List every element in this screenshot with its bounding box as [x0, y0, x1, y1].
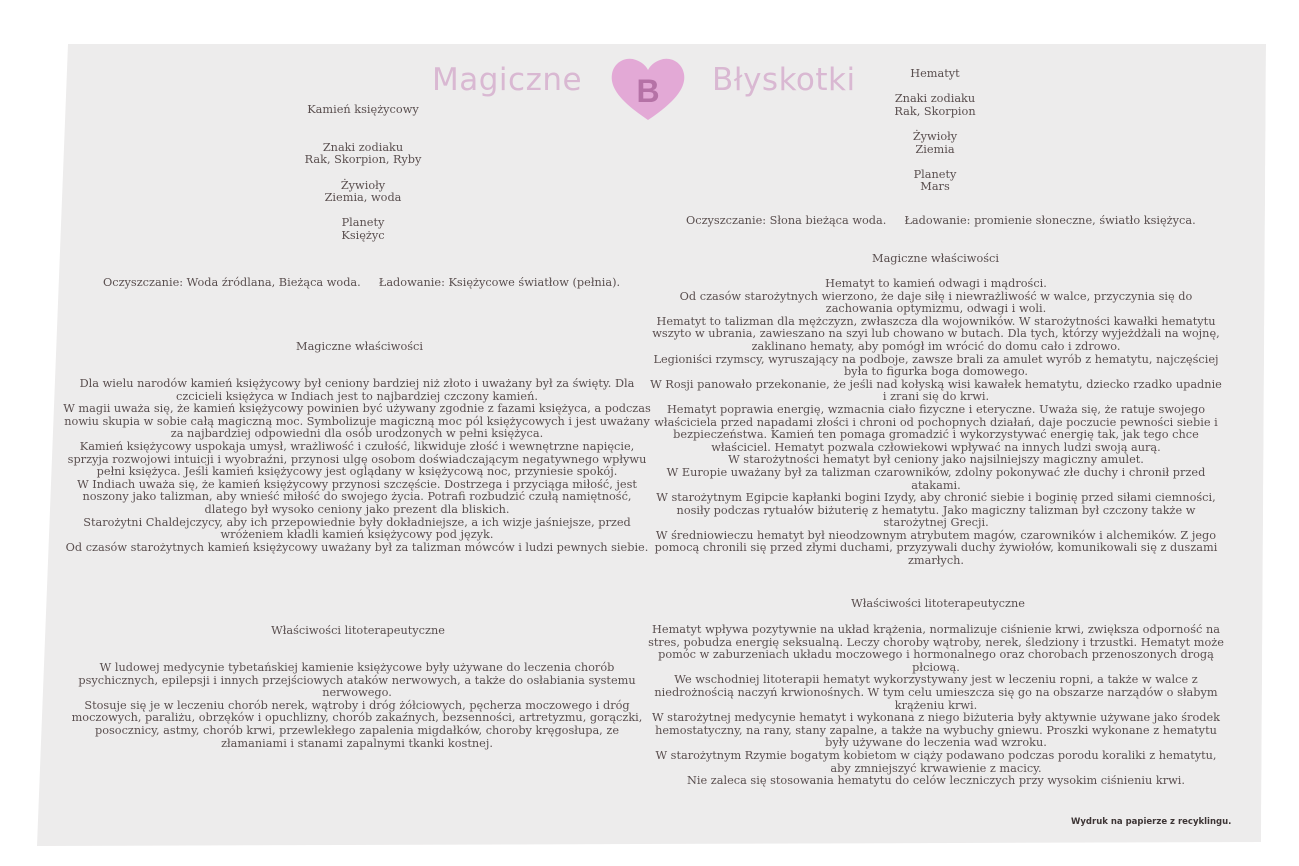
text-line: Legioniści rzymscy, wyruszający na podboje, zawsze brali za amulet wyrób z hematytu, najczęściej	[653, 352, 1219, 366]
text-line: właściciel. Hematyt pozwala człowiekowi wpływać na innych ludzi swoją aurą.	[711, 440, 1161, 454]
text-line: W magii uważa się, że kamień księżycowy powinien być używany zgodnie z fazami księżyca, a podczas	[63, 402, 651, 416]
elements-value: Ziemia, woda	[324, 191, 402, 205]
text-line: nosiły podczas rytuałów biżuterię z hematytu. Jako magiczny talizman był czczony także w	[676, 503, 1196, 517]
text-line: nowiu skupia w sobie całą magiczną moc. Symbolizuje magiczną moc pól księżycowych i jest uważany	[64, 414, 650, 428]
text-line: atakami.	[911, 478, 961, 492]
text-line: W starożytnym Egipcie kapłanki bogini Izydy, aby chronić siebie i boginię przed siłami ciemności,	[656, 491, 1216, 505]
text-line: i zrani się do krwi.	[882, 390, 990, 404]
planets-value: Księżyc	[341, 228, 385, 242]
elements-value: Ziemia	[915, 142, 955, 156]
planets-value: Mars	[920, 180, 950, 194]
zodiac-label: Znaki zodiaku	[894, 92, 976, 106]
charging-text: Ładowanie: Księżycowe światłow (pełnia).	[378, 276, 621, 289]
elements-label: Żywioły	[340, 178, 386, 192]
text-line: zmarłych.	[907, 554, 965, 568]
text-line: Hematyt wpływa pozytywnie na układ krążenia, normalizuje ciśnienie krwi, zwiększa odporność na	[652, 623, 1220, 636]
text-line: W Indiach uważa się, że kamień księżycowy przynosi szczęście. Dostrzega i przyciąga miłość, jest	[77, 477, 637, 491]
text-line: zachowania optymizmu, odwagi i woli.	[825, 302, 1047, 316]
text-line: Od czasów starożytnych kamień księżycowy uważany był za talizman mówców i ludzi pewnych siebie.	[65, 540, 649, 554]
text-line: stres, pobudza energię seksualną. Leczy choroby wątroby, nerek, śledziony i trzustki. Hematyt może	[648, 635, 1224, 649]
text-line: Hematyt poprawia energię, wzmacnia ciało fizyczne i eteryczne. Uważa się, że ratuje swojego	[666, 402, 1206, 416]
text-line: za najbardziej odpowiedni dla osób urodzonych w pełni księżyca.	[170, 427, 544, 441]
text-line: złamaniami i stanami zapalnymi tkanki kostnej.	[221, 736, 493, 750]
text-line: Nie zaleca się stosowania hematytu do celów leczniczych przy wysokim ciśnieniu krwi.	[687, 774, 1185, 788]
text-line: właściciela przed napadami złości i chroni od pochopnych działań, daje poczucie pewności siebie i	[654, 415, 1218, 429]
zodiac-value: Rak, Skorpion, Ryby	[304, 153, 422, 167]
text-line: W Rosji panowało przekonanie, że jeśli nad kołyską wisi kawałek hematytu, dziecko rzadko upadnie	[650, 377, 1222, 391]
recycled-paper-note: Wydruk na papierze z recyklingu.	[1071, 817, 1232, 827]
stone-name: Hematyt	[910, 67, 960, 80]
planets-label: Planety	[341, 216, 385, 230]
cleansing-text: Oczyszczanie: Woda źródlana, Bieżąca woda.	[103, 276, 361, 289]
section-heading: Magiczne właściwości	[872, 252, 999, 265]
heart-logo-icon	[608, 56, 688, 124]
text-line: sprzyja rozwojowi intuicji i wyobraźni, przynosi ulgę osobom doświadczającym negatywnego wpływu	[67, 452, 647, 466]
text-line: nerwowego.	[322, 686, 392, 700]
text-line: była to figurka boga domowego.	[843, 365, 1029, 379]
text-line: Hematyt to talizman dla mężczyzn, zwłaszcza dla wojowników. W starożytności kawałki hematytu	[656, 314, 1216, 328]
text-line: Stosuje się je w leczeniu chorób nerek, wątroby i dróg żółciowych, pęcherza moczowego i dróg	[84, 698, 630, 712]
text-line: W starożytnym Rzymie bogatym kobietom w ciąży podawano podczas porodu koraliki z hematytu,	[655, 748, 1217, 762]
text-line: We wschodniej litoterapii hematyt wykorzystywany jest w leczeniu ropni, a także w walce z	[674, 673, 1198, 687]
text-line: hemostatyczny, na rany, stany zapalne, a także na wybuchy gniewu. Proszki wykonane z hematytu	[655, 723, 1217, 737]
text-line: Starożytni Chaldejczycy, aby ich przepowiednie były dokładniejsze, a ich wizje jaśniejsze, przed	[83, 515, 631, 529]
moonstone-litho-text	[52, 662, 662, 750]
hematite-cleansing-line	[686, 215, 1196, 228]
text-line: W ludowej medycynie tybetańskiej kamienie księżycowe były używane do leczenia chorób	[99, 661, 615, 674]
text-line: pełni księżyca. Jeśli kamień księżycowy jest oglądany w księżycową noc, przyniesie spokój.	[96, 465, 618, 479]
text-line: Hematyt to kamień odwagi i mądrości.	[825, 277, 1047, 290]
brand-word-blyskotki: Błyskotki	[712, 62, 856, 98]
section-heading: Właściwości litoterapeutyczne	[271, 624, 445, 637]
text-line: psychicznych, epilepsji i innych przejściowych ataków nerwowych, a także do osłabiania systemu	[78, 673, 636, 687]
text-line: W Europie uważany był za talizman czarowników, zdolny pokonywać złe duchy i chronił przed	[666, 465, 1206, 479]
hematite-litho-text	[632, 624, 1240, 788]
text-line: pomóc w zaburzeniach układu moczowego i hormonalnego oraz chorobach przenoszonych drogą	[658, 648, 1214, 662]
elements-label: Żywioły	[912, 129, 958, 143]
moonstone-cleansing-line	[103, 277, 620, 290]
text-line: dlatego był wysoko ceniony jako prezent dla bliskich.	[204, 502, 510, 516]
text-line: zaklinano hematy, aby pomógł im wrócić do domu cało i zdrowo.	[751, 339, 1121, 353]
text-line: niedrożnością naczyń krwionośnych. W tym celu umieszcza się go na obszarze narządów o słabym	[654, 685, 1218, 699]
zodiac-value: Rak, Skorpion	[894, 104, 976, 118]
section-heading: Magiczne właściwości	[296, 340, 423, 353]
text-line: czcicieli księżyca w Indiach jest to najbardziej czczony kamień.	[176, 389, 538, 403]
text-line: Kamień księżycowy uspokaja umysł, wrażliwość i czułość, likwiduje złość i wewnętrzne napięcie,	[79, 439, 635, 453]
text-line: W starożytnej medycynie hematyt i wykonana z niego biżuteria były aktywnie używane jako środek	[651, 711, 1221, 725]
planets-label: Planety	[913, 167, 957, 181]
moonstone-magic-text	[52, 378, 662, 554]
logo-letter: B	[636, 73, 660, 109]
section-heading: Właściwości litoterapeutyczne	[851, 597, 1025, 610]
text-line: Od czasów starożytnych wierzono, że daje siłę i niewrażliwość w walce, przyczynia się do	[679, 289, 1193, 303]
text-line: wszyto w ubrania, zawieszano na szyi lub chowano w butach. Dla tych, którzy wyjeżdżali na wojnę,	[652, 327, 1220, 341]
brand-logo	[430, 56, 870, 126]
text-line: posocznicy, astmy, chorób krwi, przewlekłego zapalenia migdałków, choroby kręgosłupa, ze	[94, 723, 620, 737]
stone-name: Kamień księżycowy	[307, 103, 419, 116]
text-line: W średniowieczu hematyt był nieodzownym atrybutem magów, czarowników i alchemików. Z jego	[655, 528, 1217, 542]
text-line: Dla wielu narodów kamień księżycowy był ceniony bardziej niż złoto i uważany był za święty. Dla	[79, 377, 635, 390]
text-line: W starożytności hematyt był ceniony jako najsilniejszy magiczny amulet.	[728, 453, 1144, 467]
hematite-header	[880, 68, 990, 194]
text-line: starożytnej Grecji.	[883, 516, 989, 530]
hematite-magic-text	[632, 278, 1240, 568]
text-line: były używane do leczenia wad wzroku.	[825, 736, 1047, 750]
text-line: pomocą chronili się przed złymi duchami, przyzywali duchy żywiołów, komunikowali się z duszami	[654, 541, 1218, 555]
text-line: krążeniu krwi.	[894, 698, 978, 712]
text-line: noszony jako talizman, aby wnieść miłość do swojego życia. Potrafi rozbudzić czułą namiętność,	[82, 490, 632, 504]
text-line: bezpieczeństwa. Kamień ten pomaga gromadzić i wykorzystywać energię tak, jak tego chce	[673, 428, 1199, 442]
text-line: moczowych, paraliżu, obrzęków i opuchlizny, chorób zakaźnych, bezsenności, artretyzmu, gorączki,	[71, 711, 643, 725]
cleansing-text: Oczyszczanie: Słona bieżąca woda.	[686, 214, 887, 227]
text-line: wróżeniem kładli kamień księżycowy pod język.	[220, 528, 494, 542]
charging-text: Ładowanie: promienie słoneczne, światło księżyca.	[904, 214, 1196, 227]
moonstone-header	[300, 104, 426, 243]
zodiac-label: Znaki zodiaku	[322, 140, 404, 154]
brand-word-magiczne: Magiczne	[432, 62, 583, 98]
text-line: płciową.	[912, 660, 960, 674]
text-line: aby zmniejszyć krwawienie z macicy.	[830, 761, 1042, 775]
